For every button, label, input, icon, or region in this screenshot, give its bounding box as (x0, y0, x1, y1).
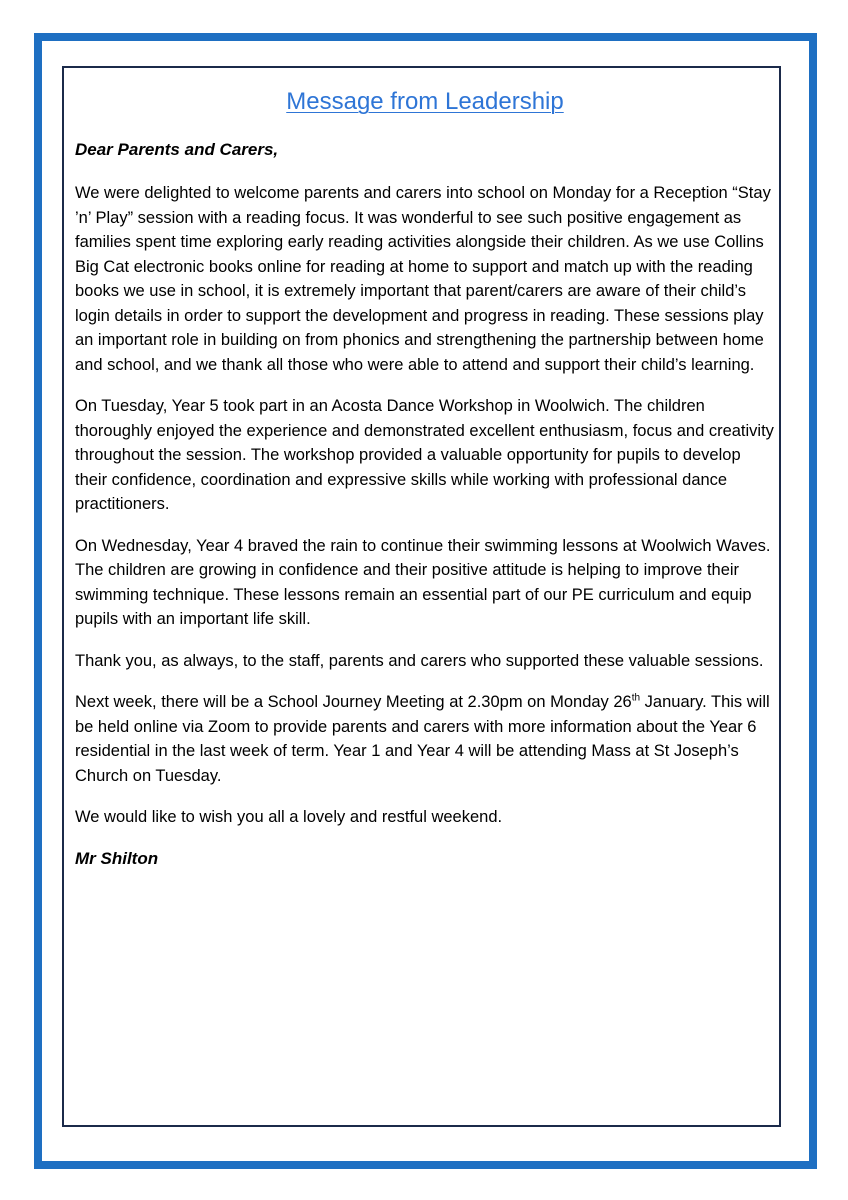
next-week-text-end: January. This will be held online via Zoom to provide parents and carers with more information about the Year 6 residential in the last week of term. Year 1 and Year 4 will be attending Mass at St Joseph’s Church on Tuesday. (75, 693, 770, 785)
signoff-name: Mr Shilton (75, 848, 159, 868)
paragraph-weekend-wishes: We would like to wish you all a lovely and restful weekend. (75, 808, 503, 826)
paragraph-year5-dance-workshop: On Tuesday, Year 5 took part in an Acosta Dance Workshop in Woolwich. The children thoroughly enjoyed the experience and demonstrated excellent enthusiasm, focus and creativity throughout the session. The workshop provided a valuable opportunity for pupils to develop their confidence, coordination and expressive skills while working with professional dance practitioners. (75, 397, 774, 513)
letter-content (75, 86, 775, 871)
paragraph-reception-stay-n-play: We were delighted to welcome parents and carers into school on Monday for a Reception “Stay ’n’ Play” session with a reading focus. It was wonderful to see such positive engagement as families spent time exploring early reading activities alongside their children. As we use Collins Big Cat electronic books online for reading at home to support and match up with the reading books we use in school, it is extremely important that parent/carers are aware of their child’s login details in order to support the development and progress in reading. These sessions play an important role in building on from phonics and strengthening the partnership between home and school, and we thank all those who were able to attend and support their child’s learning. (75, 184, 771, 374)
next-week-text-start: Next week, there will be a School Journey Meeting at 2.30pm on Monday 26 (75, 693, 632, 711)
paragraph-year4-swimming: On Wednesday, Year 4 braved the rain to continue their swimming lessons at Woolwich Waves. The children are growing in confidence and their positive attitude is helping to improve their swimming technique. These lessons remain an essential part of our PE curriculum and equip pupils with an important life skill. (75, 536, 771, 628)
page-title: Message from Leadership (286, 88, 564, 115)
date-ordinal-suffix: th (631, 692, 641, 704)
paragraph-thank-you: Thank you, as always, to the staff, parents and carers who supported these valuable sessions. (75, 651, 764, 670)
paragraph-next-week (75, 690, 775, 788)
salutation: Dear Parents and Carers, (75, 140, 279, 159)
